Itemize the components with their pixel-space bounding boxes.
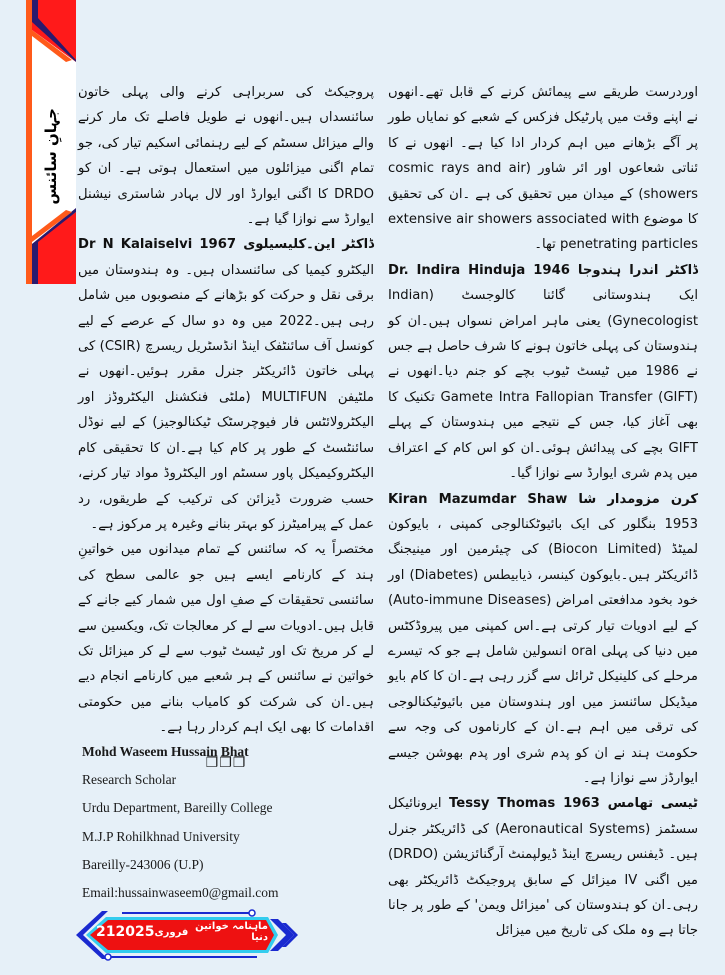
section-label-text: جہانِ سائنس bbox=[42, 107, 60, 205]
author-name: Mohd Waseem Hussain Bhat bbox=[82, 744, 249, 759]
issue-year: 2025 bbox=[115, 924, 155, 940]
subheading: ڈاکٹر اندرا ہندوجا Dr. Indira Hinduja 1946 bbox=[388, 262, 698, 278]
paragraph bbox=[388, 258, 698, 487]
author-block bbox=[82, 738, 382, 907]
author-city: Bareilly-243006 (U.P) bbox=[82, 856, 204, 872]
author-department: Urdu Department, Bareilly College bbox=[82, 800, 273, 816]
magazine-name: ماہنامہ خواتین دنیا bbox=[195, 921, 268, 943]
paragraph bbox=[388, 791, 698, 943]
page-footer bbox=[72, 905, 302, 965]
left-column bbox=[78, 80, 374, 782]
paragraph: مختصراً یہ کہ سائنس کے تمام میدانوں میں خواتینِ ہند کے کارنامے ایسے ہیں جو عالمی سطح کی سائنسی تحقیقات کے صفِ اول میں شمار کیے جانے کے قابل ہیں۔ادویات سے لے کر معالجات تک، ویکسین سے لے کر مریخ تک اور ٹیسٹ ٹیوب سے لے کر میزائل تک خواتین نے سائنس کے ہر شعبے میں کارنامے انجام دیے ہیں۔ان کی شرکت کو کامیاب بنانے میں حکومتی اقدامات کا بھی ایک اہم کردار رہا ہے۔ bbox=[78, 542, 374, 736]
footer-text bbox=[96, 920, 268, 944]
paragraph-body: 1953 بنگلور کی ایک بائیوٹکنالوجی کمپنی ، بایوکون لمیٹڈ (Biocon Limited) کی چیئرمین اور مینیجنگ ڈائریکٹر ہیں۔بایوکون کینسر، ذیابیطس (Diabetes) اور خود بخود مدافعتی امراض (Auto-immune Diseases) کے لیے ادویات تیار کرتی ہے۔اس کمپنی میں پیروڈکٹس میں دنیا کی پہلی oral انسولین شامل ہے جو کہ تیسرے مرحلے کی کلینیکل ٹرائل سے گزر رہی ہے۔ان کا کام بایو میڈیکل سائنسز میں اور ہندوستان میں بائیوٹیکنالوجی کی ترقی میں اہم ہے۔ان کے کارناموں کی وجہ سے حکومت ہند نے ان کو پدم شری اور پدم بھوشن جیسے ایوارڈز سے نوازا ہے۔ bbox=[388, 516, 699, 786]
paragraph bbox=[388, 487, 698, 792]
paragraph: پروجیکٹ کی سربراہی کرنے والی پہلی خاتون سائنسداں ہیں۔انھوں نے طویل فاصلے تک مار کرنے والے میزائل سسٹم کے لیے رہنمائی اسکیم تیار کی، جو تمام اگنی میزائلوں میں استعمال ہوتی ہے۔ ان کو DRDO کا اگنی ایوارڈ اور لال بہادر شاستری نیشنل ایوارڈ سے نوازا گیا ہے۔ bbox=[78, 85, 374, 228]
issue-month: فروری bbox=[154, 926, 189, 938]
author-title: Research Scholar bbox=[82, 772, 177, 788]
page-number: 21 bbox=[96, 924, 116, 940]
right-column bbox=[388, 80, 698, 944]
end-marker-icon: ❐❐❐ bbox=[205, 754, 247, 771]
author-university: M.J.P Rohilkhnad University bbox=[82, 828, 240, 844]
paragraph-body: ایک ہندوستانی گائنا کالوجسٹ (Indian Gynecologist) یعنی ماہر امراض نسواں ہیں۔ان کو ہندوستان کی پہلی خاتون ہونے کا شرف حاصل ہے جس نے 1986 میں ٹیسٹ ٹیوب بچے کو جنم دیا۔انھوں نے Gamete Intra Fallopian Transfer (GIFT) تکنیک کا بھی آغاز کیا، جس کے نتیجے میں ہندوستان کے پہلے GIFT بچے کی پیدائش ہوئی۔ان کو اس کام کے اعتراف میں پدم شری ایوارڈ سے نوازا گیا۔ bbox=[388, 288, 698, 482]
paragraph: اوردرست طریقے سے پیمائش کرنے کے قابل تھے۔انھوں نے اپنے وقت میں پارٹیکل فزکس کے شعبے کو نمایاں طور پر آگے بڑھانے میں اہم کردار ادا کیا ہے۔ انھوں نے کا ئناتی شعاعوں اور ائر شاور (cosmic rays and air showers) کے میدان میں تحقیق کی ہے ۔ان کی تحقیق کا موضوع extensive air showers associated with penetrating particles تھا۔ bbox=[388, 85, 698, 253]
paragraph bbox=[78, 232, 374, 537]
author-email[interactable]: Email:hussainwaseem0@gmail.com bbox=[82, 884, 279, 900]
subheading: ڈاکٹر این۔کلیسیلوی Dr N Kalaiselvi 1967 bbox=[78, 237, 375, 253]
subheading: ٹیسی تھامس Tessy Thomas 1963 bbox=[449, 796, 698, 812]
paragraph-body: ایرونائیکل سسٹمز (Aeronautical Systems) کی ڈائریکٹر جنرل ہیں۔ ڈیفنس ریسرچ اینڈ ڈیولپمنٹ آرگنائزیشن (DRDO) میں اگنی IV میزائل کے سابق پروجیکٹ ڈائریکٹر بھی رہی۔ان کو ہندوستان کی 'میزائل ویمن' کے طور پر جانا جاتا ہے وہ ملک کی تاریخ میں میزائل bbox=[388, 796, 698, 939]
paragraph-body: الیکٹرو کیمیا کی سائنسداں ہیں۔ وہ ہندوستان میں برقی نقل و حرکت کو بڑھانے کے منصوبوں میں شامل رہی ہیں۔2022 میں وہ دو سال کے عرصے کے لیے کونسل آف سائنٹفک اینڈ انڈسٹریل ریسرچ (CSIR) کی پہلی خاتون ڈائریکٹر جنرل مقرر ہوئیں۔انھوں نے ملٹیفن MULTIFUN (ملٹی فنکشنل الیکٹروڈز اور الیکٹرولائٹس فار فیوچرسٹک ٹیکنالوجیز) کے لیے نوڈل سائنٹسٹ کے طور پر کام کیا ہے۔ان کا تحقیقی کام الیکٹروکیمیکل پاور سسٹم اور الیکٹروڈ مواد تیار کرنے، حسب ضرورت ڈیزائن کی ترکیب کے طریقوں، رد عمل کے پیرامیٹرز کو بہتر بنانے وغیرہ پر مرکوز ہے۔ bbox=[78, 262, 374, 532]
subheading: کرن مزومدار شا Kiran Mazumdar Shaw bbox=[388, 491, 698, 507]
section-label bbox=[26, 96, 76, 216]
